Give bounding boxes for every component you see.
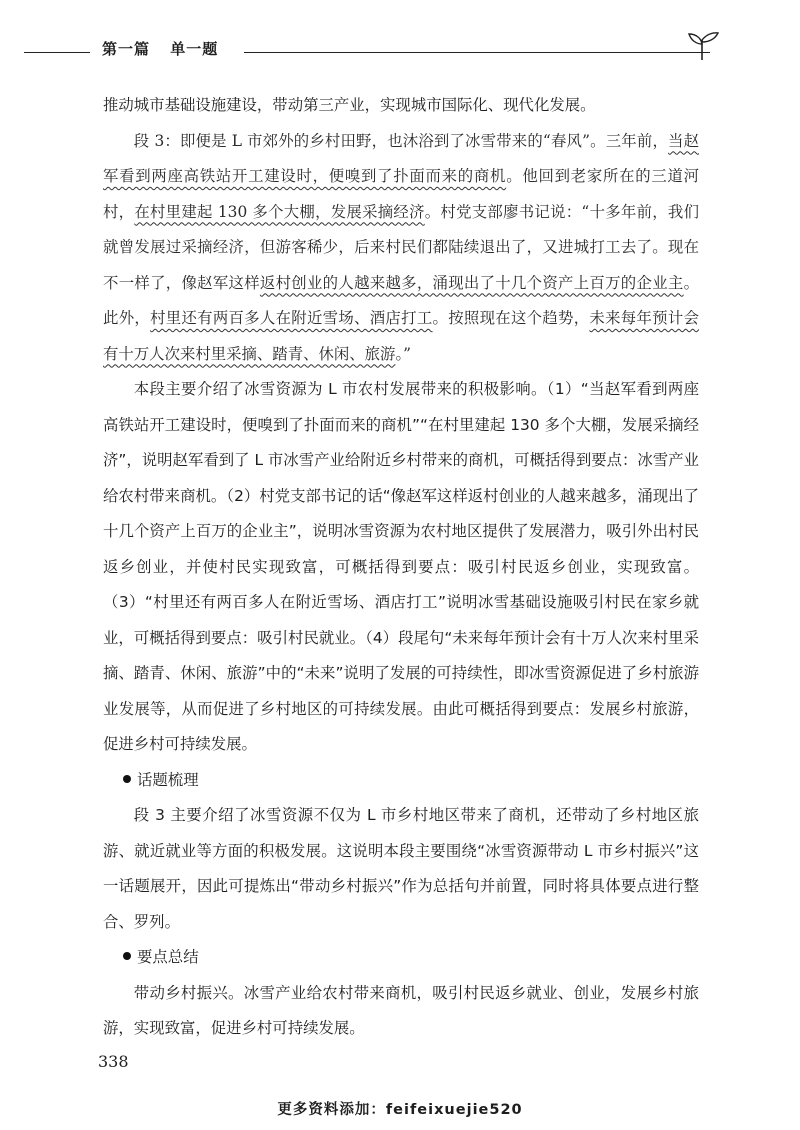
intro-line: 推动城市基础设施建设，带动第三产业，实现城市国际化、现代化发展。 [103,96,596,114]
underlined-phrase: 在村里建起 130 多个大棚，发展采摘经济 [134,202,425,221]
underlined-phrase: 返村创业的人越来越多，涌现出了十几个资产上百万的企业主 [259,273,684,292]
sprout-icon [682,30,722,62]
summary-heading [103,940,699,976]
underlined-phrase: 当赵军看到两座高铁站开工建设时，便嗅到了扑面而来的商机 [103,131,699,185]
summary-paragraph: 带动乡村振兴。冰雪产业给农村带来商机，吸引村民返乡就业、创业，发展乡村旅游，实现致富，促进乡村可持续发展。 [103,983,699,1037]
page-content [103,88,699,1047]
header-part: 第一篇 [102,40,151,58]
quote-text: 。” [395,344,411,363]
quote-text: 。此外， [103,273,699,327]
quoted-paragraph [103,124,699,373]
quote-text: 。按照现在这个趋势， [432,309,590,327]
footer-note: 更多资料添加：feifeixuejie520 [277,1102,523,1118]
header-section: 单一题 [170,40,219,58]
page-number: 338 [98,1052,129,1071]
bullet-dot-icon [123,952,131,960]
analysis-paragraph: 本段主要介绍了冰雪资源为 L 市农村发展带来的积极影响。（1）“当赵军看到两座高铁站开工建设时，便嗅到了扑面而来的商机”“在村里建起 130 多个大棚，发展采摘经济”，说明赵军看到了 L 市冰雪产业给附近乡村带来的商机，可概括得到要点：冰雪产业给农村带来商机。（2）村党支部书记的话“像赵军这样返村创业的人越来越多，涌现出了十几个资产上百万的企业主”，说明冰雪资源为农村地区提供了发展潜力，吸引外出村民返乡创业，并使村民实现致富，可概括得到要点：吸引村民返乡创业，实现致富。（3）“村里还有两百多人在附近雪场、酒店打工”说明冰雪基础设施吸引村民在家乡就业，可概括得到要点：吸引村民就业。（4）段尾句“未来每年预计会有十万人次来村里采摘、踏青、休闲、旅游”中的“未来”说明了发展的可持续性，即冰雪资源促进了乡村旅游业发展等，从而促进了乡村地区的可持续发展。由此可概括得到要点：发展乡村旅游，促进乡村可持续发展。 [103,380,699,753]
quote-text: 段 3：即便是 L 市郊外的乡村田野，也沐浴到了冰雪带来的“春风”。三年前， [133,131,669,150]
underlined-phrase: 村里还有两百多人在附近雪场、酒店打工 [150,309,433,327]
header-title [90,38,244,59]
bullet-dot-icon [123,775,131,783]
quote-text: 。他回到老家所在的三道河村， [103,167,699,221]
underlined-phrase: 未来每年预计会有十万人次来村里采摘、踏青、休闲、旅游 [103,309,699,363]
summary-heading-label: 要点总结 [137,948,199,966]
topic-heading-label: 话题梳理 [137,770,199,789]
running-header [0,30,800,70]
quote-text: 。村党支部廖书记说：“十多年前，我们就曾发展过采摘经济，但游客稀少，后来村民们都陆续退出了，又进城打工去了。现在不一样了，像赵军这样 [103,202,699,292]
topic-paragraph: 段 3 主要介绍了冰雪资源不仅为 L 市乡村地区带来了商机，还带动了乡村地区旅游、就近就业等方面的积极发展。这说明本段主要围绕“冰雪资源带动 L 市乡村振兴”这一话题展开，因此可提炼出“带动乡村振兴”作为总括句并前置，同时将具体要点进行整合、罗列。 [103,806,699,931]
topic-heading [103,763,699,799]
